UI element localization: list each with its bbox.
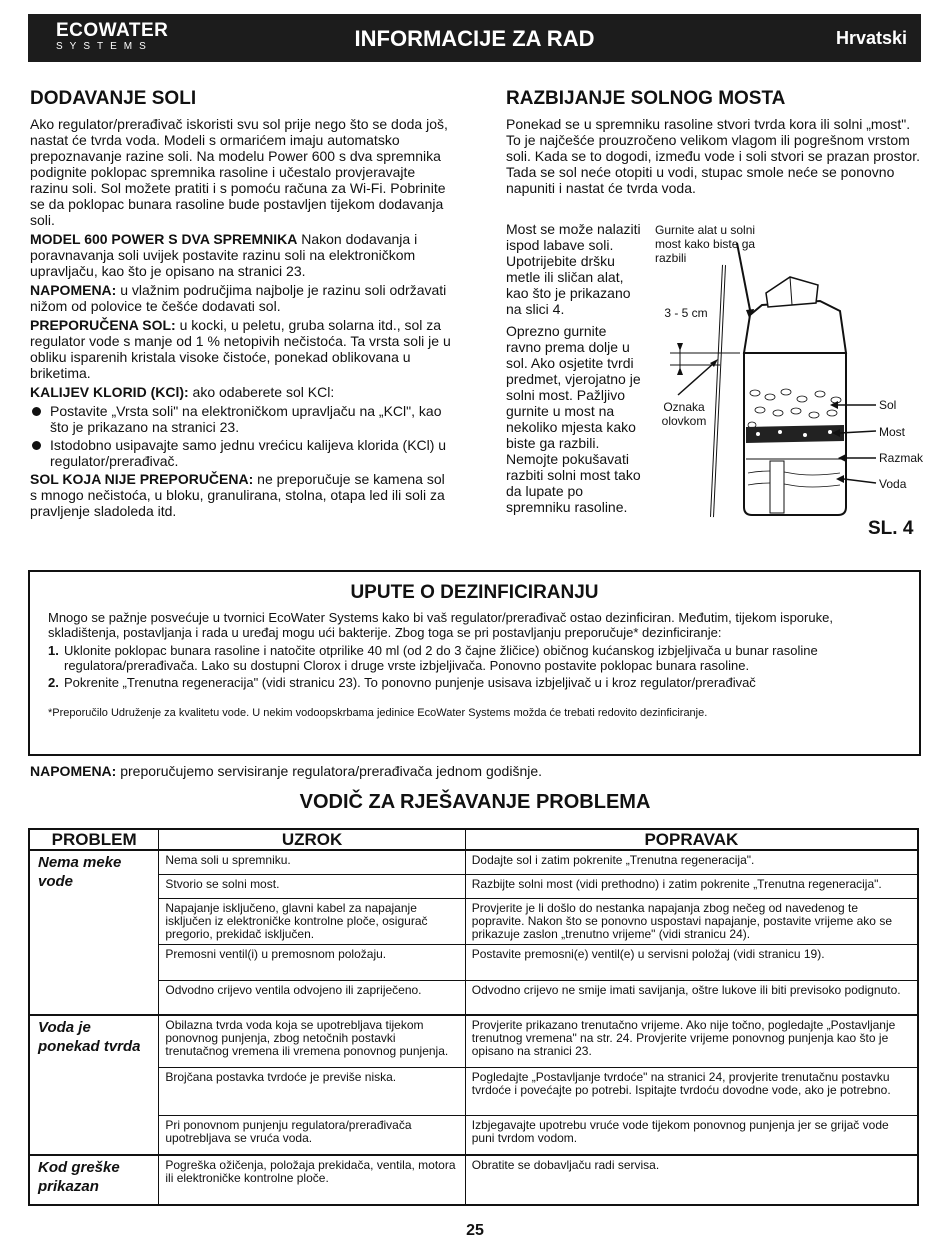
- fix-cell: Provjerite prikazano trenutačno vrijeme. Ako nije točno, pogledajte „Postavljanje trenutnog vremena" na str. 24. Provjerite vrijeme ponovnog punjenja kao što je opisano na stranici 23.: [465, 1015, 918, 1067]
- cause-cell: Nema soli u spremniku.: [159, 850, 465, 874]
- recommended-text: u kocki, u peletu, gruba solarna itd., sol za regulator vode s manje od 1 % netopivih nečistoća. Ta vrsta soli je u obliku isparenih kristala visoke čistoće, ponekad oblikovana u briketima.: [30, 317, 451, 381]
- logo-top-text: ECOWATER: [56, 20, 169, 41]
- model-text: Nakon dodavanja i poravnavanja soli uvijek postavite razinu soli na elektroničkom upravljaču, kao što je opisano na stranici 23.: [30, 231, 418, 279]
- note-paragraph: [30, 282, 455, 314]
- problem-cell: Kod greške prikazan: [29, 1155, 159, 1205]
- model-label: MODEL 600 POWER S DVA SPREMNIKA: [30, 231, 298, 247]
- table-row: [29, 850, 918, 874]
- salt-bridge-intro: Ponekad se u spremniku rasoline stvori tvrda kora ili solni „most". To je najčešće prouzročeno velikom vlagom ili pogrešnom vrstom soli. Kada se to dogodi, između vode i soli stvori se prazan prostor. Tada se sol neće otopiti u vodi, stupac smole neće se ponovno napuniti i nastat će tvrda voda.: [506, 116, 920, 196]
- pencil-mark-label: Oznaka olovkom: [661, 400, 707, 428]
- step-text: Uklonite poklopac bunara rasoline i natočite otprilike 40 ml (od 2 do 3 čajne žličice) običnog kućanskog izbjeljivača u bunar rasoline regulatora/prerađivača. Lako su dostupni Clorox i druge vrste izbjeljivača. Ponovno postavite poklopac bunara rasoline.: [64, 643, 818, 673]
- salt-bridge-section: [506, 88, 921, 196]
- disinfection-intro: Mnogo se pažnje posvećuje u tvornici EcoWater Systems kako bi vaš regulator/prerađivač ostao dezinficiran. Međutim, tijekom isporuke, skladištenja, postavljanja i rada u uređaj mogu ući bakterije. Zbog toga se pri postavljanju preporučuje* dezinficiranje:: [48, 610, 833, 640]
- note-label: NAPOMENA:: [30, 282, 117, 298]
- table-row: [29, 1067, 918, 1115]
- cause-cell: Premosni ventil(i) u premosnom položaju.: [159, 944, 465, 980]
- disinfection-step: [48, 643, 901, 673]
- table-row: [29, 1015, 918, 1067]
- logo-bottom-text: SYSTEMS: [56, 41, 153, 52]
- bullet-icon: [32, 407, 41, 416]
- not-recommended-label: SOL KOJA NIJE PREPORUČENA:: [30, 471, 254, 487]
- step-number: 2.: [48, 675, 59, 690]
- disinfection-step: [48, 675, 901, 690]
- figure-text-1: Most se može nalaziti ispod labave soli. Upotrijebite dršku metle ili sličan alat, kao što je prikazano na slici 4.: [506, 221, 641, 317]
- salt-label: Sol: [879, 398, 897, 412]
- bridge-label: Most: [879, 425, 906, 439]
- recommended-label: PREPORUČENA SOL:: [30, 317, 176, 333]
- troubleshooting-table: [28, 828, 919, 1206]
- step-text: Pokrenite „Trenutna regeneracija" (vidi stranicu 23). To ponovno punjenje usisava izbjeljivač u i kroz regulator/prerađivač: [64, 675, 756, 690]
- table-row: [29, 874, 918, 898]
- not-recommended-paragraph: [30, 471, 455, 519]
- header-bar: [28, 14, 921, 62]
- kcl-bullet-text: Postavite „Vrsta soli" na elektroničkom upravljaču na „KCl", kao što je prikazano na stranici 23.: [50, 403, 442, 435]
- adding-salt-intro: Ako regulator/prerađivač iskoristi svu sol prije nego što se doda još, nastat će tvrda voda. Modeli s ormarićem imaju automatsko prepoznavanje razine soli. Na modelu Power 600 s dva spremnika podignite poklopac spremnika rasoline i učestalo provjeravajte razinu soli. Sol možete pratiti i s pomoću računa za Wi-Fi. Pobrinite se da poklopac bunara rasoline bude postavljen tijekom dodavanja soli.: [30, 116, 448, 228]
- kcl-bullet: [30, 403, 455, 435]
- column-header-cause: UZROK: [159, 829, 465, 850]
- bullet-icon: [32, 441, 41, 450]
- figure-side-text: [506, 221, 644, 521]
- salt-bridge-heading: RAZBIJANJE SOLNOG MOSTA: [506, 88, 786, 109]
- table-row: [29, 1115, 918, 1155]
- fix-cell: Obratite se dobavljaču radi servisa.: [465, 1155, 918, 1205]
- language-label: Hrvatski: [835, 28, 907, 48]
- column-header-problem: PROBLEM: [29, 829, 159, 850]
- kcl-bullet: [30, 437, 455, 469]
- cause-cell: Napajanje isključeno, glavni kabel za napajanje isključen iz elektroničke kontrolne ploče, osigurač pregorio, prekidač isključen.: [159, 898, 465, 944]
- table-row: [29, 944, 918, 980]
- table-row: [29, 1155, 918, 1205]
- service-note-label: NAPOMENA:: [30, 763, 117, 779]
- adding-salt-section: [30, 88, 455, 522]
- figure-caption: SL. 4: [868, 518, 914, 539]
- problem-cell: Voda je ponekad tvrda: [29, 1015, 159, 1155]
- cause-cell: Pogreška ožičenja, položaja prekidača, ventila, motora ili elektroničke kontrolne ploče.: [159, 1155, 465, 1205]
- distance-label: 3 - 5 cm: [664, 306, 708, 320]
- problem-cell: Nema meke vode: [29, 850, 159, 1015]
- fix-cell: Izbjegavajte upotrebu vruće vode tijekom ponovnog punjenja jer se grijač vode puni tvrdom vodom.: [465, 1115, 918, 1155]
- kcl-text: ako odaberete sol KCl:: [188, 384, 335, 400]
- table-header-row: [29, 829, 918, 850]
- page-number: 25: [466, 1222, 484, 1239]
- table-row: [29, 980, 918, 1015]
- cause-cell: Odvodno crijevo ventila odvojeno ili zapriječeno.: [159, 980, 465, 1015]
- fix-cell: Pogledajte „Postavljanje tvrdoće" na stranici 24, provjerite trenutačnu postavku tvrdoće i povećajte po potrebi. Ispitajte tvrdoću dovodne vode, ako je potrebno.: [465, 1067, 918, 1115]
- fix-cell: Dodajte sol i zatim pokrenite „Trenutna regeneracija".: [465, 850, 918, 874]
- cause-cell: Obilazna tvrda voda koja se upotrebljava tijekom ponovnog punjenja, zbog netočnih postavki trenutačnog vremena ili vremena ponovnog punjenja.: [159, 1015, 465, 1067]
- service-note: [30, 763, 542, 779]
- model-paragraph: [30, 231, 455, 279]
- disinfection-box: [28, 570, 921, 756]
- fix-cell: Postavite premosni(e) ventil(e) u servisni položaj (vidi stranicu 19).: [465, 944, 918, 980]
- table-row: [29, 898, 918, 944]
- recommended-paragraph: [30, 317, 455, 381]
- gap-label: Razmak: [879, 451, 924, 465]
- fix-cell: Razbijte solni most (vidi prethodno) i zatim pokrenite „Trenutna regeneracija".: [465, 874, 918, 898]
- fix-cell: Odvodno crijevo ne smije imati savijanja, oštre lukove ili biti previsoko podignuto.: [465, 980, 918, 1015]
- disinfection-footnote: *Preporučilo Udruženje za kvalitetu vode. U nekim vodoopskrbama jedinice EcoWater Systems možda će trebati redovito dezinficiranje.: [48, 707, 708, 719]
- cause-cell: Brojčana postavka tvrdoće je previše niska.: [159, 1067, 465, 1115]
- figure-text-2: Oprezno gurnite ravno prema dolje u sol. Ako osjetite tvrdi predmet, vjerojatno je solni most. Pažljivo gurnite u most na nekoliko mjesta kako biste ga razbili. Nemojte pokušavati razbiti solni most tako da lupate po spremniku rasoline.: [506, 323, 641, 515]
- step-number: 1.: [48, 643, 59, 658]
- kcl-bullet-text: Istodobno usipavajte samo jednu vrećicu kalijeva klorida (KCl) u regulator/prerađivač.: [50, 437, 447, 469]
- kcl-paragraph: [30, 384, 455, 400]
- cause-cell: Stvorio se solni most.: [159, 874, 465, 898]
- adding-salt-heading: DODAVANJE SOLI: [30, 88, 197, 109]
- kcl-label: KALIJEV KLORID (KCl):: [30, 384, 189, 400]
- water-label: Voda: [879, 477, 907, 491]
- fix-cell: Provjerite je li došlo do nestanka napajanja zbog nečeg od navedenog te popravite. Nakon što se ponovno uspostavi napajanje, postavite vrijeme ako se prikazuje zaslon „trenutno vrijeme" (vidi stranicu 24).: [465, 898, 918, 944]
- cause-cell: Pri ponovnom punjenju regulatora/prerađivača upotrebljava se vruća voda.: [159, 1115, 465, 1155]
- disinfection-heading: UPUTE O DEZINFICIRANJU: [350, 582, 599, 603]
- note-text: u vlažnim područjima najbolje je razinu soli održavati nižom od polovice te češće dodavati sol.: [30, 282, 447, 314]
- page-title: INFORMACIJE ZA RAD: [354, 26, 595, 51]
- column-header-fix: POPRAVAK: [465, 829, 918, 850]
- troubleshooting-title: VODIČ ZA RJEŠAVANJE PROBLEMA: [299, 791, 651, 813]
- push-tool-label: Gurnite alat u solni most kako biste ga razbili: [655, 223, 756, 265]
- service-note-text: preporučujemo servisiranje regulatora/prerađivača jednom godišnje.: [116, 763, 543, 779]
- not-recommended-text: ne preporučuje se kamena sol s mnogo nečistoća, u bloku, granulirana, stolna, otapa led ili soli za pravljenje sladoleda itd.: [30, 471, 445, 519]
